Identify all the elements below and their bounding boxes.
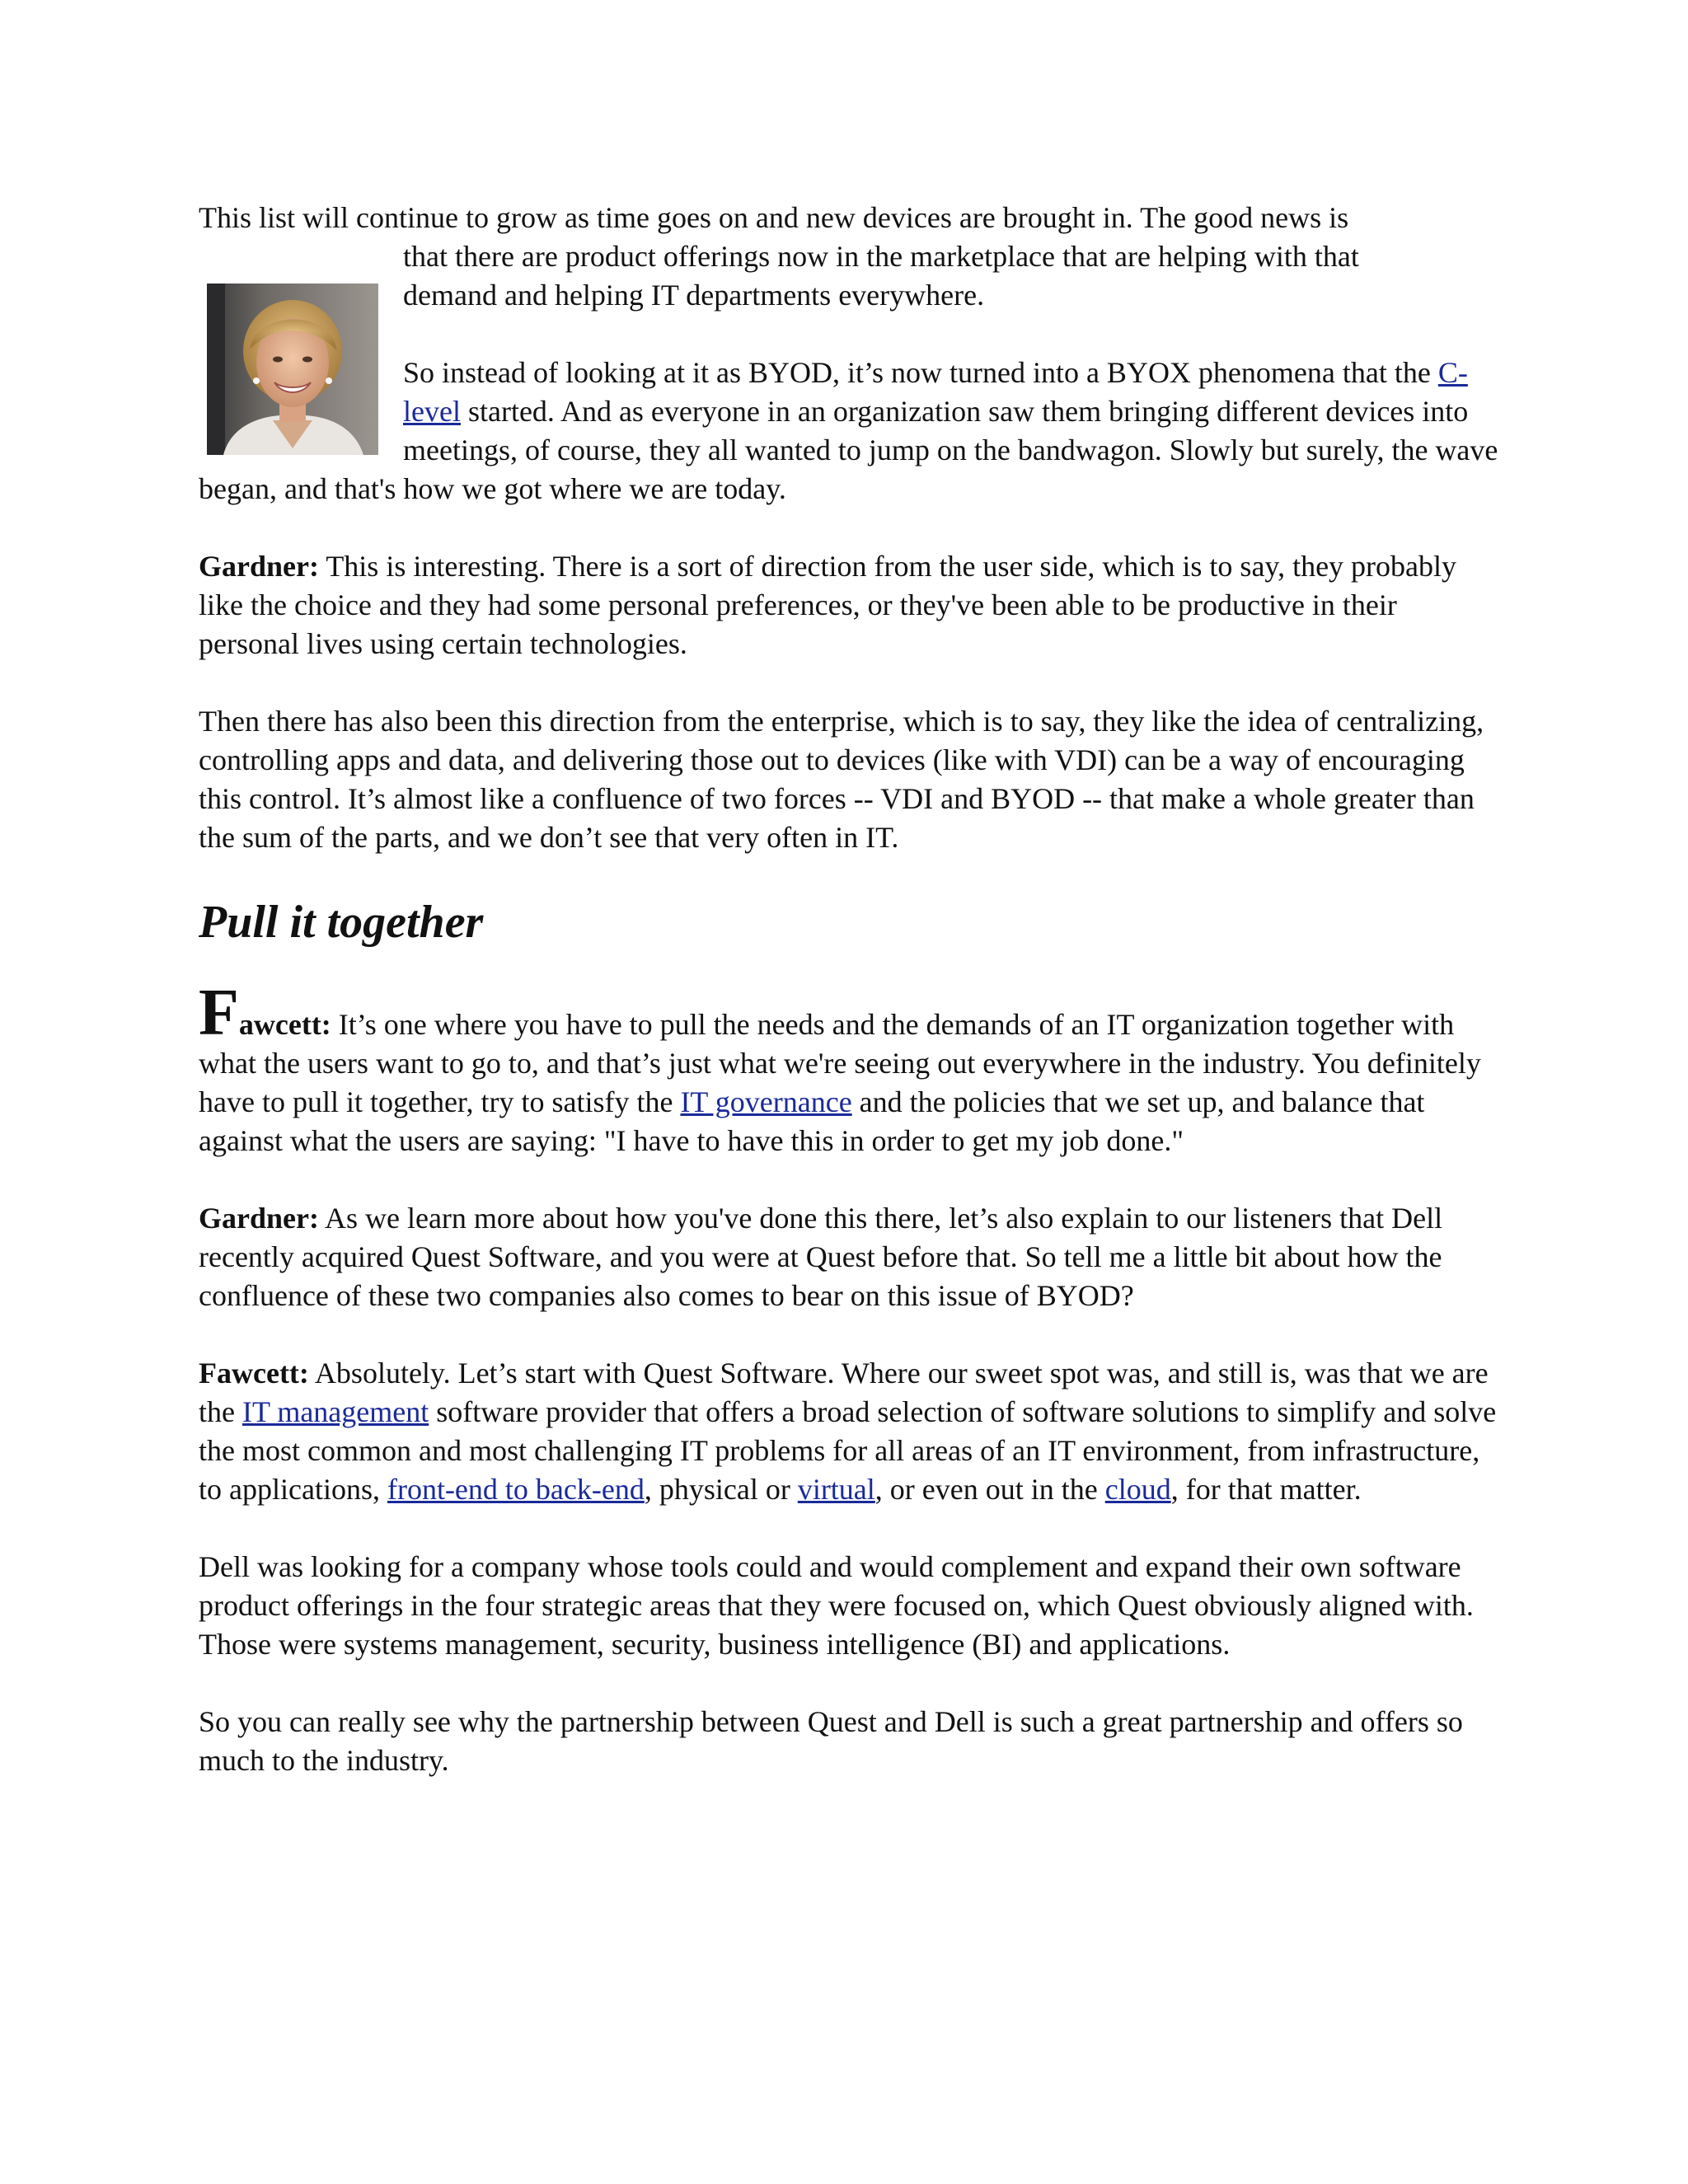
c-level-link[interactable]: C-level (403, 356, 1468, 428)
speaker-fawcett-rest: awcett: (238, 1008, 331, 1041)
closing-paragraph-text: So you can really see why the partnership between Quest and Dell is such a great partnership and offers so much to the industry. (199, 1705, 1463, 1777)
gardner-paragraph-1 (199, 547, 1501, 663)
fawcett-paragraph-2-text-1: Absolutely. Let’s start with Quest Software. Where our sweet spot was, and still is, was that we are the (199, 1357, 1489, 1428)
document-page (199, 199, 1501, 1819)
intro-line-1 (199, 199, 1501, 237)
portrait-photo-icon (207, 284, 378, 455)
fawcett-paragraph-2-text-2: software provider that offers a broad selection of software solutions to simplify and solve the most common and most challenging IT problems for all areas of an IT environment, from infrastructure, to applications, (199, 1395, 1497, 1506)
portrait-photo (207, 284, 378, 455)
gardner-paragraph-2 (199, 702, 1501, 857)
byox-text-2: started. And as everyone in an organization saw them bringing different devices into meetings, of course, they all wanted to jump on the bandwagon. Slowly but surely, the wave began, and that's how we got where we are today. (199, 395, 1498, 505)
dell-paragraph-text: Dell was looking for a company whose tools could and would complement and expand their own software product offerings in the four strategic areas that they were focused on, which Quest obviously aligned with. Those were systems management, security, business intelligence (BI) and applications. (199, 1550, 1474, 1661)
cloud-link[interactable]: cloud (1104, 1473, 1171, 1506)
closing-paragraph (199, 1703, 1501, 1780)
intro-line-3 (199, 276, 1501, 315)
front-end-to-back-end-link[interactable]: front-end to back-end (387, 1473, 645, 1506)
fawcett-paragraph-1-text-1: It’s one where you have to pull the needs and the demands of an IT organization together with what the users want to go to, and that’s just what we're seeing out everywhere in the industry. You definitely have to pull it together, try to satisfy the (199, 1008, 1481, 1118)
speaker-gardner: Gardner: (199, 550, 319, 583)
virtual-link[interactable]: virtual (797, 1473, 875, 1506)
gardner-paragraph-1-text: This is interesting. There is a sort of direction from the user side, which is to say, they probably like the choice and they had some personal preferences, or they've been able to be productive in their personal lives using certain technologies. (199, 550, 1457, 660)
drop-cap: F (199, 977, 239, 1049)
intro-line-2 (199, 237, 1501, 276)
it-management-link[interactable]: IT management (241, 1395, 429, 1428)
gardner-paragraph-3-text: As we learn more about how you've done this there, let’s also explain to our listeners that Dell recently acquired Quest Software, and you were at Quest before that. So tell me a little bit about how the confluence of these two companies also comes to bear on this issue of BYOD? (199, 1202, 1443, 1312)
intro-line-1-text: This list will continue to grow as time goes on and new devices are brought in. The good news is (199, 201, 1349, 234)
intro-spacer (199, 315, 1501, 354)
speaker-fawcett: Fawcett: (199, 1357, 309, 1390)
fawcett-paragraph-2-text-3: , physical or (644, 1473, 798, 1506)
it-governance-link[interactable]: IT governance (680, 1085, 852, 1118)
fawcett-paragraph-2 (199, 1354, 1501, 1509)
fawcett-paragraph-1-text-2: and the policies that we set up, and balance that against what the users are saying: "I have to have this in order to get my job done." (199, 1085, 1425, 1157)
fawcett-paragraph-1 (199, 977, 1501, 1160)
gardner-paragraph-3 (199, 1199, 1501, 1315)
intro-line-2-text: that there are product offerings now in the marketplace that are helping with that (403, 240, 1359, 273)
fawcett-paragraph-2-text-4: , or even out in the (874, 1473, 1105, 1506)
fawcett-paragraph-2-text-5: , for that matter. (1170, 1473, 1362, 1506)
gardner-paragraph-2-text: Then there has also been this direction from the enterprise, which is to say, they like the idea of centralizing, controlling apps and data, and delivering those out to devices (like with VDI) can be a way of encouraging this control. It’s almost like a confluence of two forces -- VDI and BYOD -- that make a whole greater than the sum of the parts, and we don’t see that very often in IT. (199, 705, 1484, 854)
intro-line-3-text: demand and helping IT departments everywhere. (403, 279, 985, 312)
dell-paragraph (199, 1548, 1501, 1664)
intro-section (199, 199, 1501, 509)
speaker-gardner-2: Gardner: (199, 1202, 319, 1235)
byox-text-1: So instead of looking at it as BYOD, it’s now turned into a BYOX phenomena that the (403, 356, 1438, 389)
section-heading: Pull it together (199, 897, 484, 948)
byox-paragraph (199, 354, 1501, 509)
